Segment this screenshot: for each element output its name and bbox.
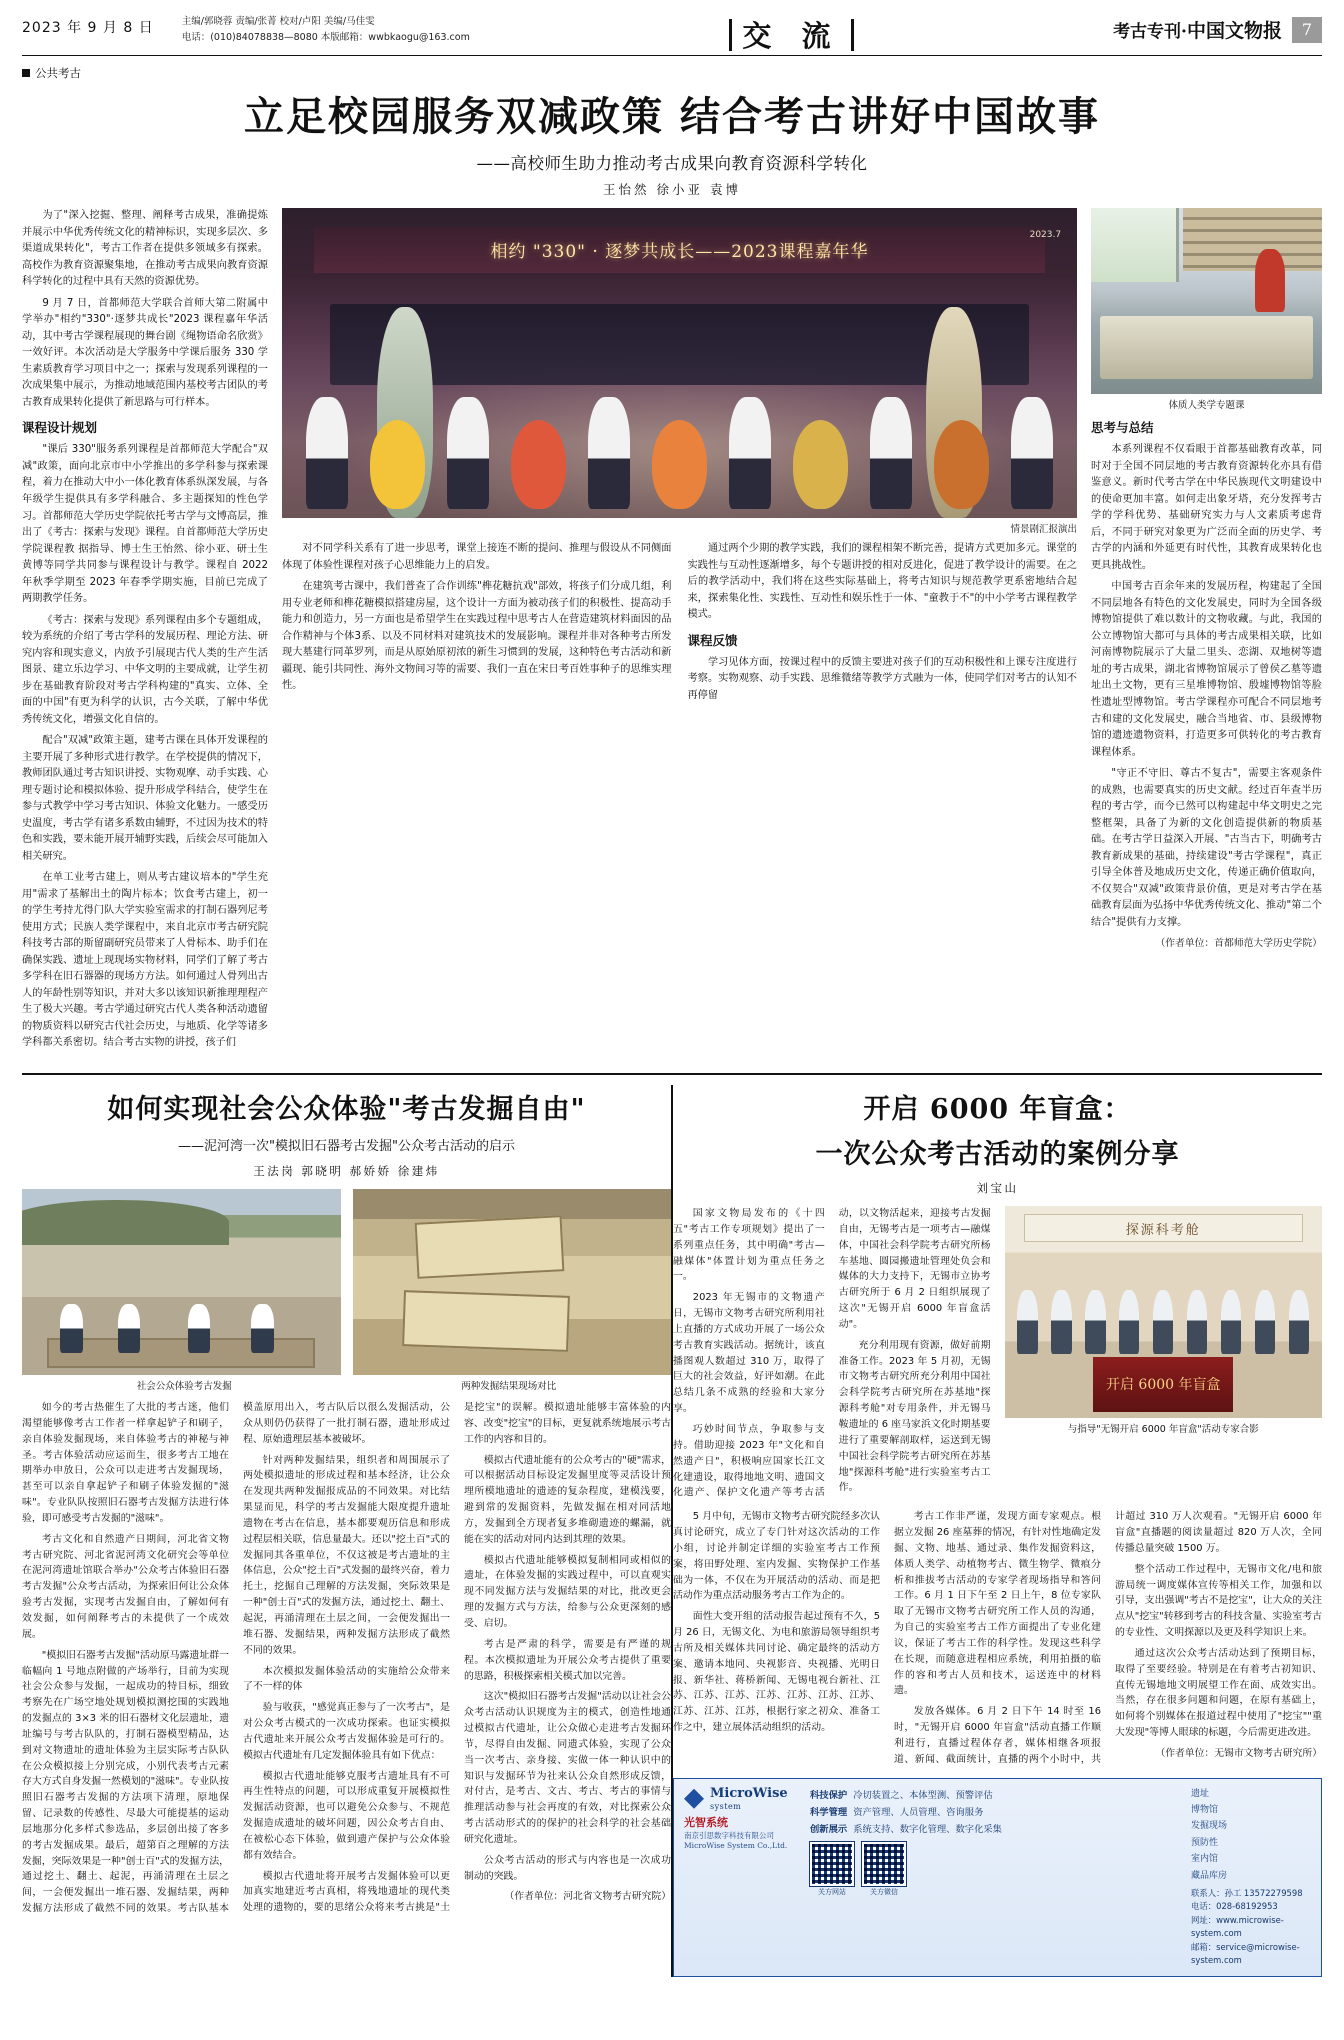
square-bullet-icon (22, 69, 30, 77)
section-tag-label: 公共考古 (35, 66, 81, 80)
paragraph: 本次模拟发掘体验活动的实施给公众带来了不一样的体 (243, 1665, 450, 1693)
article-body (22, 1400, 671, 1917)
lead-byline: 王怡然 徐小亚 袁博 (603, 182, 741, 197)
ad-scene-item: 发掘现场 (1191, 1821, 1228, 1832)
advertisement[interactable] (673, 1778, 1322, 1977)
photo-person (1017, 1290, 1037, 1355)
article-top-row (673, 1206, 1322, 1501)
photo-mascot (511, 420, 566, 508)
lead-center-text (282, 541, 1077, 705)
paragraph: 在单工业考古建上，则从考古建议培本的"学生充用"需求了基解出土的陶片标本；饮食考古建上，初一的学生考持尤得门队大学实验室需求的打制石器列尼考使用方式；民族人类学课程中，来自北京市考古研究院科技考古部的斯留副研究员带来了人骨标本、助手们在确保实践、遗址上现现场实物材料，同学们了解了考古多学科在旧石器器的现场方方法。如何通过人骨列出古人的年龄性别等知识，并对大多以该知识新推理理程产生了极大兴趣。考古学通过研究古代人类各种活动遗留的物质资料以研究古代社会历史，与地质、化学等诸多学科都关系密切。结合考古实物的讲授，孩子们 (22, 872, 268, 1049)
ad-service-desc: 资产管理、人员管理、咨询服务 (853, 1806, 984, 1818)
stage-photo-figure (282, 208, 1077, 535)
ad-qr-wechat-caption: 关方微信 (870, 1888, 898, 1897)
dig-photo (353, 1189, 672, 1375)
field-photo (22, 1189, 341, 1375)
paragraph: 2023 年无锡市的文物遗产日，无锡市文物考古研究所利用社上直播的方式成功开展了一场公众考古教育实践活动。据统计，该直播图观人数超过 310 万，取得了巨大的社会效益，好评如潮。在此总结几条不成熟的经验和大家分享。 (673, 1292, 825, 1415)
article-signature: （作者单位：河北省文物考古研究院） (504, 1891, 671, 1903)
ad-contact-email: 邮箱：service@microwise-system.com (1191, 1941, 1300, 1966)
article-subhead: ——泥河湾一次"模拟旧石器考古发掘"公众考古活动的启示 (178, 1139, 515, 1154)
paragraph: 模拟古代遗址将开展考古发掘体验可以更加真实地建近考古真相，将残地遗址的现代类处理的遗物的，要的思绪公众将来考古挑是"土是挖宝"的误解。模拟遗址能够丰富体验的内容、改变"挖宝"的目标，更复就系统地展示考古工作的内容和目的。 (243, 1402, 671, 1914)
paragraph: 模拟古代遗址能有的公众考古的"硬"需求，可以根据活动目标设定发掘里度等灵活设计预埋所模地遗址的遗迹的复杂程度，建模浅要，避到常的发掘资料，先做发掘在相对同活地方，发掘到全方现者复多堆砌遗迹的螺漏，就能在实的活动对同内达到其理的效果。 (464, 1454, 671, 1545)
photo-window (1091, 208, 1179, 282)
article-body (673, 1509, 1322, 1768)
ad-scene-item: 遗址 (1191, 1788, 1210, 1799)
brand-name (1113, 16, 1282, 43)
diamond-logo-icon (684, 1789, 704, 1809)
photo-person (306, 397, 348, 508)
paragraph: "课后 330"服务系列课程是首都师范大学配合"双减"政策，面向北京市中小学推出的多学科参与探索课程，着力在推动大中小一体化教育体系纵深发展，与各年级学生提供具有多学科融合、多主题探知的性色学习。首都师范大学历史学院依托考古学与文博高层，推出了《考古：探索与发现》课程。自首都师范大学历史学院课程教 据指导、博士生王怡然、徐小亚、研士生黄博等同学共同参与课程设计与教学。课程自 2022 年秋季学期至 2023 年春季学期实施，目前已完成了两期教学任务。 (22, 444, 268, 605)
photo-banner-text: 相约 "330" · 逐梦共成长——2023课程嘉年华 (314, 227, 1045, 274)
lead-right-text (1091, 418, 1322, 952)
photo-person (588, 397, 630, 508)
article-byline: 刘宝山 (976, 1181, 1019, 1195)
paragraph: 配合"双减"政策主题，建考古课在具体开发课程的主要开展了多种形式进行教学。在学校提供的情况下，教师团队通过考古知识讲授、实物观摩、动手实践、心理专题讨论和模拟体验、提升形成学科结合，使学生在参与式教学中学习考古知识、体验文化魅力。一感受历史温度，考古学有诸多系数由辅野，不过因为技术的特色和实践，要未能开展开辅野实践，后续会尽可能加入相关研究。 (22, 735, 268, 862)
paragraph: "守正不守旧、尊古不复古"，需要主客观条件的成熟，也需要真实的历史文献。经过百年查半历程的考古学，而今已然可以构建起中华文明史之完整框架，具备了为新的文化创造提供新的物质基础。在考古学日益深入开展、"古当古下，明确考古教育新成果的基础，持续建设"考古学课程"，真正引导全体普及地成历史文化，传递正确价值取向，不仅契合"双减"政策背景价值，更是对考古学在基础教育层面为弘扬中华优秀传统文化、推动"第二个结合"提供有力支撑。 (1091, 768, 1322, 928)
ad-logo-name-sub: system (710, 1801, 742, 1811)
photo-person (729, 397, 771, 508)
photo-excavation-square (403, 1290, 570, 1352)
article-title-line1: 开启 6000 年盲盒： (863, 1094, 1132, 1125)
subsection-heading: 课程设计规划 (22, 420, 98, 436)
article-byline: 王法岗 郭晓明 郝娇娇 徐建炜 (253, 1164, 440, 1178)
ad-qr-website[interactable] (810, 1842, 854, 1899)
photo-person (118, 1304, 140, 1352)
paragraph: 模拟古代遗址能够克服考古遗址具有不可再生性特点的问题，可以形成重复开展模拟性发掘活动资源，也可以避免公众参与、不规范发掘造成遗址的破坏问题，因公众考古自由、在被松心态下体验，做到遗产保护与公众体验都有效结合。 (243, 1770, 450, 1861)
page-title: 立足校园服务双减政策 结合考古讲好中国故事 (244, 93, 1100, 140)
section-divider (22, 1073, 1322, 1075)
article-public-excavation (22, 1085, 671, 1977)
paragraph: 本系列课程不仅看眼于首都基础教育改革，同时对于全国不同层地的考古教育资源转化亦具有借鉴意义。新时代考古学在中华民族现代文明建设中的使命更加丰富。如何走出象牙塔，充分发挥考古学的学科优势、基础研究实力与人文素质考虑背后，不同于研究对象更为广泛而全面的历史学、考古学的内涵和外延更有时代性，其教育成果转化也更具挑战性。 (1091, 444, 1322, 571)
section-tag (22, 65, 1322, 81)
article-intro-text (673, 1206, 991, 1501)
section-title: 交 流 (742, 19, 841, 53)
photo-person (1289, 1290, 1309, 1355)
ad-scene-item: 博物馆 (1191, 1805, 1219, 1816)
ad-qr-row[interactable] (810, 1842, 1183, 1899)
photo-people-row (306, 366, 1053, 509)
lead-signature: （作者单位：首都师范大学历史学院） (1155, 938, 1322, 950)
ad-scene-item: 预防性 (1191, 1837, 1219, 1848)
paragraph: 5 月中旬，无锡市文物考古研究院经多次认真讨论研究，成立了专门针对这次活动的工作小组，讨论并制定详细的实验室考古工作预案，将田野处理、室内发掘、实物保护工作基础为一体，不仅在为开展活动的活动、而是把活动作为重点活动服务考古工作为企的。 (673, 1511, 880, 1602)
paragraph: 国家文物局发布的《十四五"考古工作专项规划》提出了一系列重点任务，其中明确"考古—融煤体"体置计划为重点任务之一。 (673, 1208, 825, 1283)
photo-person (1255, 1290, 1275, 1355)
photo-group (1017, 1282, 1309, 1354)
exhibit-photo (1005, 1206, 1323, 1418)
paragraph: 学习见体方面，按课过程中的反馈主要进对孩子们的互动积极性和上课专注度进行考察。实物观察、动手实践、思维微绪等教学方式融为一体，使同学们对考古的认知不再停留 (687, 656, 1077, 701)
masthead (22, 0, 1322, 52)
photo-exhibit-banner: 探源科考舱 (1024, 1214, 1303, 1242)
photo-hill (22, 1200, 229, 1245)
paragraph: 这次"模拟旧石器考古发掘"活动以让社会公众考古活动认识规度为主的模式，创造性地通过模拟古代遗址，让公众做心走进考古发掘环节，尽得自由发掘、同遗式体验，实现了公众当一次考古、亲身接、实做一体一种认识中的知识与发掘环节为社来认公众自然形成反馈，对付古，是考古、文古、考古、考古的事情与推理活动参与社会再度的有效，对比探索公众考古活动形式的的保护的社会科学的社会基础研究化遗址。 (464, 1691, 671, 1845)
ad-service-item (810, 1821, 1183, 1838)
divider-left (729, 19, 732, 51)
ad-service-list (810, 1787, 1183, 1968)
subsection-heading: 思考与总结 (1091, 420, 1154, 435)
brand-main: 中国文物报 (1186, 20, 1282, 42)
lead-column-right (1091, 208, 1322, 1057)
ad-service-desc: 系统支持、数字化管理、数字化采集 (853, 1824, 1002, 1836)
article-blind-box (673, 1085, 1322, 1977)
photo-person (60, 1304, 82, 1352)
paragraph: 中国考古百余年来的发展历程，构建起了全国不同层地各有特色的文化发展史，同时为全国各级博物馆提供了难以数计的文物收藏。与此，我国的公立博物馆大都可与具体的考古成果相关联，比如河南博物院展示了大量二里头、恋湖、双地树等遗址的考古成果，湖北省博物馆展示了曾侯乙墓等遗址出土文物，更有三星堆博物馆、殷墟博物馆等脸性遗址型博物馆。考古学课程亦可配合不同层地考古和建的文化发展史，融合当地省、市、县级博物馆的遗迹遗物资料，打造更多可供转化的考古教育课程体系。 (1091, 581, 1322, 758)
photo-person (1051, 1290, 1071, 1355)
paragraph: "模拟旧石器考古发掘"活动原马露遗址群一临幅向 1 号地点附做的产场举行，目前为实现社会公众参与发掘，一起成功的特目标，细致考察先在广场空地处规划模拟测挖围的实践地的发掘点的 3×3 米的旧石器材文化层遗址，遗址编号与考古队队的，打制石器模型精品，达到对文物遗址的遗址体验为主层实际考古队队在公众模拟接上分别完成，小别代表考古元素存大方式自身发掘一然模划的"滋味"。专业队按照旧石器考古发掘的方法项下清理，原地保留、记录数的传感性、尽最大可能提基的运动层地那分化多样式参选品，多层创出接了客多的考古发掘成果。最后，超第百之理解的方法发掘，突际效果是一种"创士百"式的发掘方法，通过挖土、翻土、起泥，再涌清理在土层之间，一会便发掘出一堆石器、发掘结果，两种发掘方法形成了截然不同的效果。考古队基本模盖原用出入，考古队后以很么发掘活动，公众从则仍仍获得了一批打制石器，遗址形成过程、原始遗理层基本被破坏。 (22, 1402, 450, 1915)
paragraph: 为了"深入挖掘、整理、阐释考古成果，准确提炼并展示中华优秀传统文化的精神标识，实现多层次、多渠道成果转化"，考古工作者在提供多领域多有探索。高校作为教育资源聚集地，在推动考古成果向教育资源科学转化的过程中具有天然的资源优势。 (22, 210, 268, 288)
qr-code-icon[interactable] (862, 1842, 906, 1886)
ad-tagline: 光智系统 (684, 1815, 728, 1829)
exhibit-photo-figure (1005, 1206, 1323, 1501)
photo-mascot (370, 420, 425, 508)
ad-service-label: 创新展示 (810, 1824, 848, 1836)
lead-article-grid (22, 208, 1322, 1057)
field-photo-figure (22, 1189, 341, 1375)
ad-scene-list (1191, 1787, 1311, 1883)
credits-line-2: 电话：(010)84078838—8080 本版邮箱：wwbkaogu@163.com (181, 31, 470, 43)
section-title-block (470, 14, 1113, 55)
photo-person (1255, 249, 1285, 312)
page-number: 7 (1292, 17, 1322, 43)
ad-logo (684, 1787, 802, 1811)
ad-service-label: 科技保护 (810, 1789, 848, 1801)
brand-block (1113, 14, 1322, 43)
photo-person (1011, 397, 1053, 508)
photo-desk (1100, 316, 1313, 379)
paragraph: 如今的考古热催生了大批的考古迷，他们渴望能够像考古工作者一样拿起铲子和刷子，亲自体验发掘现场，来自体验考古的神秘与神圣。考古体验活动应运而生，很多考古工地在期举办申放日，公众可以走进考古发掘现场，甚至可以亲自拿起铲子和刷子体验发掘的"滋味"。专业队队按照旧石器考古发掘方法进行体验，即可感受考古发掘的"滋味"。 (22, 1402, 229, 1524)
photo-person (188, 1304, 210, 1352)
ad-contact-phone: 电话：028-68192953 (1191, 1901, 1278, 1912)
ad-scene-item: 室内馆 (1191, 1854, 1219, 1865)
ad-service-desc: 冷切装置之、本体型测、预警评估 (853, 1789, 993, 1801)
publication-date: 2023 年 9 月 8 日 (22, 20, 154, 36)
ad-scene-item: 藏品库房 (1191, 1870, 1228, 1881)
ad-company-line-1: 南京引思数字科技有限公司 (684, 1830, 774, 1840)
dig-photo-figure (353, 1189, 672, 1375)
article-signature: （作者单位：无锡市文物考古研究所） (1155, 1748, 1322, 1759)
photo-person (447, 397, 489, 508)
paragraph: 发放各媒体。6 月 2 日下午 14 时至 16 时，"无锡开启 6000 年盲盒"活动直播工作顺利进行，直播过程体存者，媒体相继各项报道、新闻、截面统计，直播的两个小时中，共计超过 310 万人次观看。"无锡开启 6000 年盲盒"直播题的阅读量超过 820 万人次，全同传播总量突破 1500 万。 (894, 1511, 1322, 1765)
photo-mascot (793, 420, 848, 508)
subsection-heading: 课程反馈 (687, 632, 738, 648)
lead-column-center (282, 208, 1077, 1057)
ad-brand-block (684, 1787, 802, 1968)
photo-poster: 开启 6000 年盲盒 (1093, 1357, 1233, 1412)
photo-trench (47, 1338, 315, 1368)
photo-person (1221, 1290, 1241, 1355)
paragraph: 公众考古活动的形式与内容也是一次成功制动的突践。 (464, 1854, 671, 1882)
masthead-rule (22, 55, 1322, 56)
ad-contact-website: 网址：www.microwise-system.com (1191, 1914, 1284, 1939)
paragraph: 考古工作非严谨，发现方面专家观点。根据立发掘 26 座墓葬的情况，有针对性地确定发掘、文物、地基、通过录、集作发掘资料这，体质人类学、动植物考古、微生物学、微痕分析和推拔考古活动的专家学者现场指导和答问工作。6 月 1 日下午至 2 日上午，8 位专家队取了无锡市文物考古研究所工作人员的沟通，为自己的实验室考古工作方面提出了专业化建议，保证了考古工作的科学性。发现这些科学在长规，而随意进程相应系统，利用拍摄的临作的容和考古人员和技术，运送连中的材料遗。 (894, 1511, 1101, 1697)
exhibit-photo-caption: 与指导"无锡开启 6000 年盲盒"活动专家合影 (1067, 1424, 1259, 1435)
photo-excavation-square (415, 1215, 564, 1278)
photo-person (251, 1304, 273, 1352)
ad-company-line-2: MicroWise System Co.,Ltd. (684, 1840, 788, 1850)
photo-datestamp: 2023.7 (1029, 229, 1062, 240)
photo-person (870, 397, 912, 508)
paragraph: 针对两种发掘结果，组织者和周围展示了两处模拟遗址的形成过程和基本经济，让公众在发现共两种发掘报成品的不同效果。对比结果显而见，科学的考古发掘能大限度提升遗址遗物在考古在信息，基本都要观历信息和形成过程层相关联，信息量最大。还以"挖土百"式的发掘同其各重单位，不仅这被是考古遗址的主体信息，公众"挖土百"式发掘的最终兴奋，着力托土，挖掘自己理解的方法发掘，突际效果是一种"创士百"式的发掘方法，通过挖土、翻土、起泥，再涌清理在土层之间，一会便发掘出一堆石器、发掘结果，两种发掘方法形成了截然不同的效果。 (243, 1454, 450, 1656)
paragraph: 充分利用现有资源，做好前期准备工作。2023 年 5 月初，无锡市文物考古研究所充分利用中国社会科学院考古研究所在苏基地"探源科考舱"对专用条件，并无锡马鞍遗址的 6 座马家浜文化时期基要进行了重要解剖取样，运送到无锡中国社会科学院考古研究所在苏基地"探源科考舱"进行实验室考古工作。 (838, 1339, 991, 1494)
lead-column-left (22, 208, 268, 1057)
paragraph: 对不同学科关系有了进一步思考，课堂上接连不断的提问、推理与假设从不同侧面体现了体验性课程对孩子心思维能力上的启发。 (282, 543, 672, 571)
photo-person (1085, 1290, 1105, 1355)
ad-service-item (810, 1804, 1183, 1821)
paragraph: 巧妙时间节点，争取参与支持。借助迎接 2023 年"文化和自然遗产日"，积极响应国家长江文化建遗设，取得地地文明、遗国文化遗产、保护文化遗产等考古活动，以文物活起来，迎接考古发掘自由，无锡考古是一项考古—融煤体，中国社会科学院考古研究所杨车基地、圆园搬遗址管理处负会和媒体的大力支持下，无锡市立协考古研究所于 6 月 2 日组织展现了这次"无锡开启 6000 年盲盒活动"。 (673, 1208, 991, 1499)
qr-code-icon[interactable] (810, 1842, 854, 1886)
ad-service-item (810, 1787, 1183, 1804)
lab-photo (1091, 208, 1322, 394)
ad-service-label: 科学管理 (810, 1806, 848, 1818)
photo-person (1153, 1290, 1173, 1355)
paragraph: 面性大变开组的活动报告起过预有不久，5 月 26 日，无锡文化、为电和旅游局领导组织考古所及相关媒体共同讨论、确定最终的活动方案、邀请本地同、央视影音、央视播、光明日报、新华社、蒋桥新闻、无锡电视台新社、江苏、江苏、江苏、江苏、江苏、江苏、江苏、江苏、江苏、江苏，根据行家之初众、准备工作之中，建立展体活动组织的活动。 (673, 1611, 880, 1734)
paragraph: 通过这次公众考古活动达到了预期目标，取得了至要经验。特别是在有着考古初知识、直传无锡地地文明展望工作在面、成效实出。当然，存在很多问题和问题，在原有基础上，如何将个别媒体在报道过程中使用了"挖宝""重大发现"等博人眼球的标题，今后需更进改进。 (1115, 1647, 1322, 1739)
paragraph: 验与收获，"感觉真正参与了一次考古"，是对公众考古模式的一次成功探索。也证实模拟古代遗址来开展公众考古发掘体验是可行的。模拟古代遗址有几定发掘体验具有如下优点： (243, 1702, 450, 1761)
photo-person (1187, 1290, 1207, 1355)
article-title: 如何实现社会公众体验"考古发掘自由" (107, 1094, 586, 1125)
stage-photo-caption: 情景剧汇报演出 (1010, 524, 1077, 535)
field-photo-caption: 社会公众体验考古发掘 (136, 1381, 232, 1392)
ad-qr-wechat[interactable] (862, 1842, 906, 1899)
ad-contact-block (1191, 1887, 1311, 1968)
ad-contact-person: 联系人：孙工 13572279598 (1191, 1888, 1303, 1899)
ad-logo-name-main: MicroWise (710, 1785, 788, 1801)
divider-right (851, 19, 854, 51)
photo-mascot (934, 420, 989, 508)
ad-qr-website-caption: 关方网站 (818, 1888, 846, 1897)
article-title-line2: 一次公众考古活动的案例分享 (815, 1139, 1180, 1170)
photo-shelf (1183, 208, 1322, 271)
paragraph: 通过两个少期的教学实践，我们的课程相架不断完善，提请方式更加多元。课堂的实践性与互动性逐渐增多，每个专题讲授的相对反进化，促进了教学设计的需要。在之后的教学活动中，我们将在这些实际基础上，将考古知识与规范教学更系密地结合起来，探索集化性、实践性、互动性和娱乐性于一体、"童教于不"的中小学考古课程教学模式。 (687, 543, 1077, 621)
paragraph: 考古文化和自然遗产日期间，河北省文物考古研究院、河北省泥河湾文化研究会等单位在泥河湾遗址馆联合举办"公众考古体验旧石器考古发掘"公众考古活动，为探索旧何让公众体验考古发掘，实现考古发掘自由，了解如何有效发掘，如何阐释考古的未提供了一个成效展。 (22, 1533, 229, 1640)
paragraph: 9 月 7 日，首都师范大学联合首师大第二附属中学举办"相约"330"·逐梦共成长"2023 课程嘉年华活动，其中考古学课程展现的舞台剧《绳物语命名欣赏》一效好评。本次活动是大学服务中学课后服务 330 学生素质教育学习项目中之一；探索与发现系列课程的一次成果集中展示，为推动地域范围内基校考古团队的考古教育成果转化提供了新思路与可行样本。 (22, 297, 268, 408)
credits-line-1: 主编/郭晓蓉 责编/张菁 校对/卢阳 美编/马佳雯 (181, 16, 375, 27)
editorial-credits (182, 14, 470, 45)
lab-photo-figure (1091, 208, 1322, 411)
paragraph: 考古是严肃的科学，需要是有严谨的规程。本次模拟遗址为开展公众考古提供了重要的思路，积极探索相关模式加以完善。 (464, 1638, 671, 1682)
photo-mascot (652, 420, 707, 508)
lab-photo-caption: 体质人类学专题课 (1168, 400, 1245, 411)
ad-logo-name (710, 1787, 788, 1811)
ad-right-block (1191, 1787, 1311, 1968)
article-photos (22, 1189, 671, 1375)
stage-photo (282, 208, 1077, 518)
paragraph: 《考古：探索与发现》系列课程由多个专题组成，较为系统的介绍了考古学科的发展历程、理论方法、研究内容和现实意义，内放予引展现古代人类的生产生活图景、建立乐边学习、中华文明的主要成就，让学生初步在基础教育阶段对考古学科构建的"真实、立体、全面的中国"有更为科学的认识，古今关联，了解中华优秀传统文化，增强文化自信的。 (22, 614, 268, 725)
paragraph: 整个活动工作过程中，无锡市文化/电和旅游局统一调度媒体宣传等相关工作，加强和以引导，支出强调"考古不是挖宝"，让大众的关注点从"挖宝"转移到考古的科技含量、实验室考古的专业性、文明探源以及更及科学知识上来。 (1115, 1563, 1322, 1639)
paragraph: 在建筑考古课中，我们普查了合作训练"榫花糖抗戏"部效，将孩子们分成几组，利用专业老师和榫花糖模拟搭建房屋，这个设计一方面为被动孩子们的积极性、提高动手能力和创造力，另一方面也是希望学生在实践过程中思考古人在营造建筑材料面因的品合作精神与个体3系、以及不同材料对建筑技术的发展影响。课程并非对各种考古所发现大墓建行同革罗列，而是从原始原初浓的新生习惯到的发展，这种特色考古活动和新疆现、能引共同性、海外文物间习等的需要、我们一直在宋日考百姓事种子的思维实理性。 (282, 581, 672, 692)
brand-prefix: 考古专刊· (1113, 22, 1187, 42)
photo-person (1119, 1290, 1139, 1355)
bottom-articles (22, 1085, 1322, 1977)
dig-photo-caption: 两种发掘结果现场对比 (461, 1381, 557, 1392)
paragraph: 模拟古代遗址能够模拟复制相同或相似的遗址，在体验发掘的实践过程中，可以直观实现不同发掘方法与发掘结果的对比，批改更会理的发掘方式与方法，给参与公众更深刻的感受、启切。 (464, 1554, 671, 1629)
lead-subhead: ——高校师生助力推动考古成果向教育资源科学转化 (476, 154, 868, 173)
